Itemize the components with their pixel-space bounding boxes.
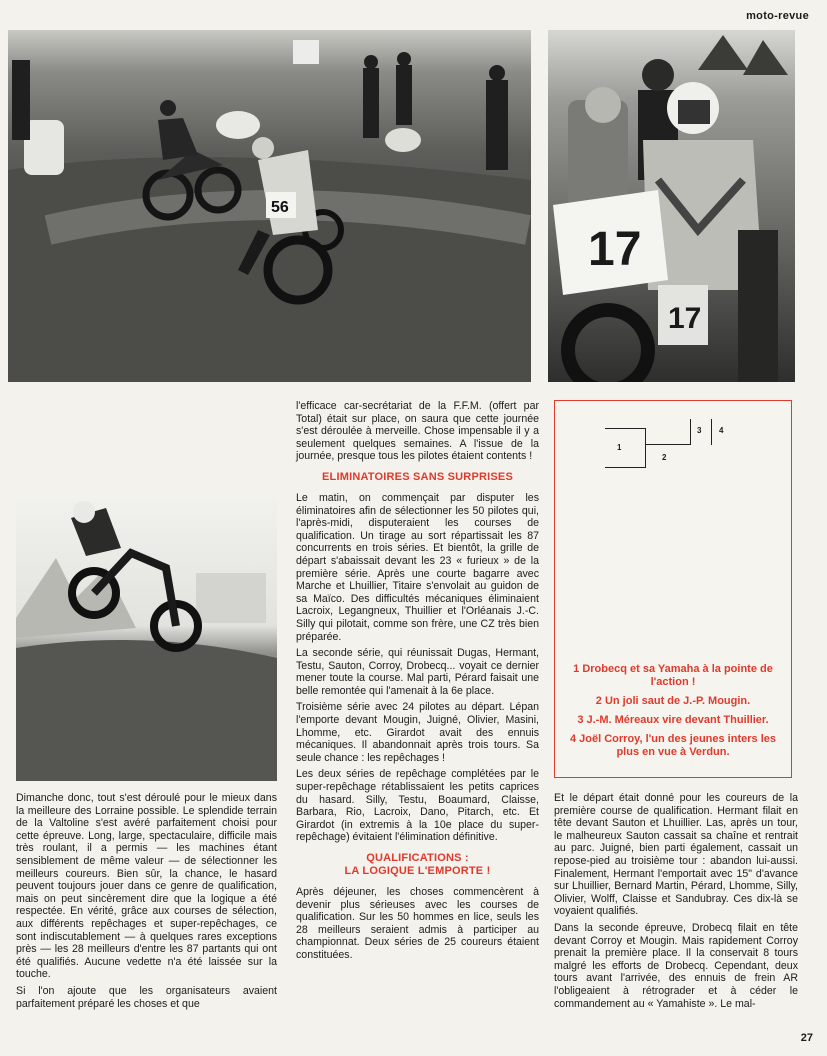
diagram-label-2: 2 (662, 453, 667, 462)
subhead-qualifications-1: QUALIFICATIONS : (366, 852, 469, 864)
caption-3: 3 J.-M. Méreaux vire devant Thuillier. (577, 714, 769, 726)
subhead-eliminatoires: ELIMINATOIRES SANS SURPRISES (322, 470, 513, 483)
col3-para-2: Dans la seconde épreuve, Drobecq filait en tête devant Corroy et Mougin. Mais rapidement Corroy prenait la première place. Il la conservait 8 tours malgré les efforts de Drobecq. Cependant, deux tours avant l'arrivée, des ennuis de frein AR l'obligeaient à rétrograder et à céder le commandement au « Yamahiste ». Le mal- (554, 921, 798, 1010)
article-column-1 (16, 792, 277, 1014)
caption-4: 4 Joël Corroy, l'un des jeunes inters les plus en vue à Verdun. (570, 733, 776, 758)
magazine-name: moto-revue (746, 10, 809, 22)
rider-bib-17: 17 (588, 223, 642, 276)
caption-2: 2 Un joli saut de J.-P. Mougin. (595, 695, 751, 707)
photo-jump (16, 498, 277, 781)
diagram-label-4: 4 (719, 426, 724, 435)
photo-layout-diagram (605, 419, 755, 474)
col2-para-1: Le matin, on commençait par disputer les éliminatoires afin de sélectionner les 50 pilotes qui, l'après-midi, disputeraient les courses de qualification. Un tirage au sort répartissait les 87 concurrents en trois séries. Et bientôt, la grille de départ s'abaissait devant les 23 « furieux » de la première série. Après une courte bagarre avec Marche et Lhuillier, Titaire s'envolait au guidon de sa Maïco. Des difficultés mécaniques éliminaient Lacroix, Legangneux, Thuillier et l'Orléanais J.-C. Silly qui pilotait, comme son frère, une CZ très bien préparée. (296, 491, 539, 643)
racer-bib-56: 56 (271, 199, 289, 216)
photo-racers-turn (8, 30, 531, 382)
caption-box (554, 400, 792, 778)
article-column-2 (296, 400, 539, 966)
caption-1: 1 Drobecq et sa Yamaha à la pointe de l'action ! (573, 663, 773, 688)
caption-list (569, 663, 777, 765)
col2-para-3: Troisième série avec 24 pilotes au départ. Lépan l'emporte devant Mougin, Juigné, Olivier, Masini, Lhomme, etc. Girardot avait des ennuis mécaniques. Il abandonnait après trois tours. Sa seule chance : les repêchages ! (296, 701, 539, 764)
subhead-qualifications-2: LA LOGIQUE L'EMPORTE ! (344, 865, 491, 877)
rider-bib-17-bike: 17 (668, 302, 702, 335)
col2-para-2: La seconde série, qui réunissait Dugas, Hermant, Testu, Sauton, Corroy, Drobecq... voyait ce dernier mener toute la course. Mal parti, Pérard faisait une belle remontée qui l'amenait à la 6e place. (296, 647, 539, 697)
col2-intro: l'efficace car-secrétariat de la F.F.M. (offert par Total) était sur place, on saura que cette journée s'est déroulée à merveille. Chose impensable il y a seulement quelques semaines. A l'issue de la journée, presque tous les pilotes étaient contents ! (296, 400, 539, 463)
col2-para-5: Après déjeuner, les choses commencèrent à devenir plus sérieuses avec les courses de qualification. Sur les 50 hommes en lice, seuls les 28 meilleurs seraient admis à participer au championnat. Deux séries de 25 coureurs étaient constituées. (296, 886, 539, 961)
article-column-3 (554, 792, 798, 1014)
col1-para-2: Si l'on ajoute que les organisateurs avaient parfaitement préparé les choses et que (16, 984, 277, 1010)
diagram-label-1: 1 (617, 443, 622, 452)
diagram-label-3: 3 (697, 426, 702, 435)
photo-rider-portrait (548, 30, 795, 382)
col2-para-4: Les deux séries de repêchage complétées par le super-repêchage rétablissaient les petits caprices du hasard. Silly, Testu, Boaumard, Claisse, Barbara, Rio, Lacroix, Dano, Pitarch, etc. Et Girardot (in extremis à la 10e place du super-repêchage) évitaient l'élimination définitive. (296, 768, 539, 844)
col1-para-1: Dimanche donc, tout s'est déroulé pour le mieux dans la meilleure des Lorraine possible. Le splendide terrain de la Valtoline s'est avéré parfaitement choisi pour cette épreuve. Long, large, spectaculaire, difficile mais très roulant, il a permis — les machines étant sensiblement de même valeur — de sélectionner les meilleurs coureurs. Bien sûr, la chance, le hasard peuvent toujours jouer dans ce genre de qualification, mais on peut sincèrement dire que la logique a été respectée. En vérité, grâce aux courses de sélection, aux différents repêchages et super-repêchages, ce sont indiscutablement — à quelques rares exceptions près — les 28 meilleurs d'entre les 87 partants qui ont été qualifiés. Aucune vedette n'a été laissée sur la touche. (16, 792, 277, 981)
col3-para-1: Et le départ était donné pour les coureurs de la première course de qualification. Hermant filait en tête devant Sauton et Lhuillier. Las, après un tour, le malheureux Sauton cassait sa chaîne et rentrait au parc. Juigné, bien parti également, cassait un repose-pied au troisième tour : abandon lui-aussi. Finalement, Hermant l'emportait avec 15" d'avance sur Lhuillier, Bernard Martin, Pérard, Lhomme, Silly, Olivier, Wolff, Claisse et Sandubray. Ces dix-là se voyaient qualifiés. (554, 792, 798, 918)
page-number: 27 (800, 1032, 813, 1044)
